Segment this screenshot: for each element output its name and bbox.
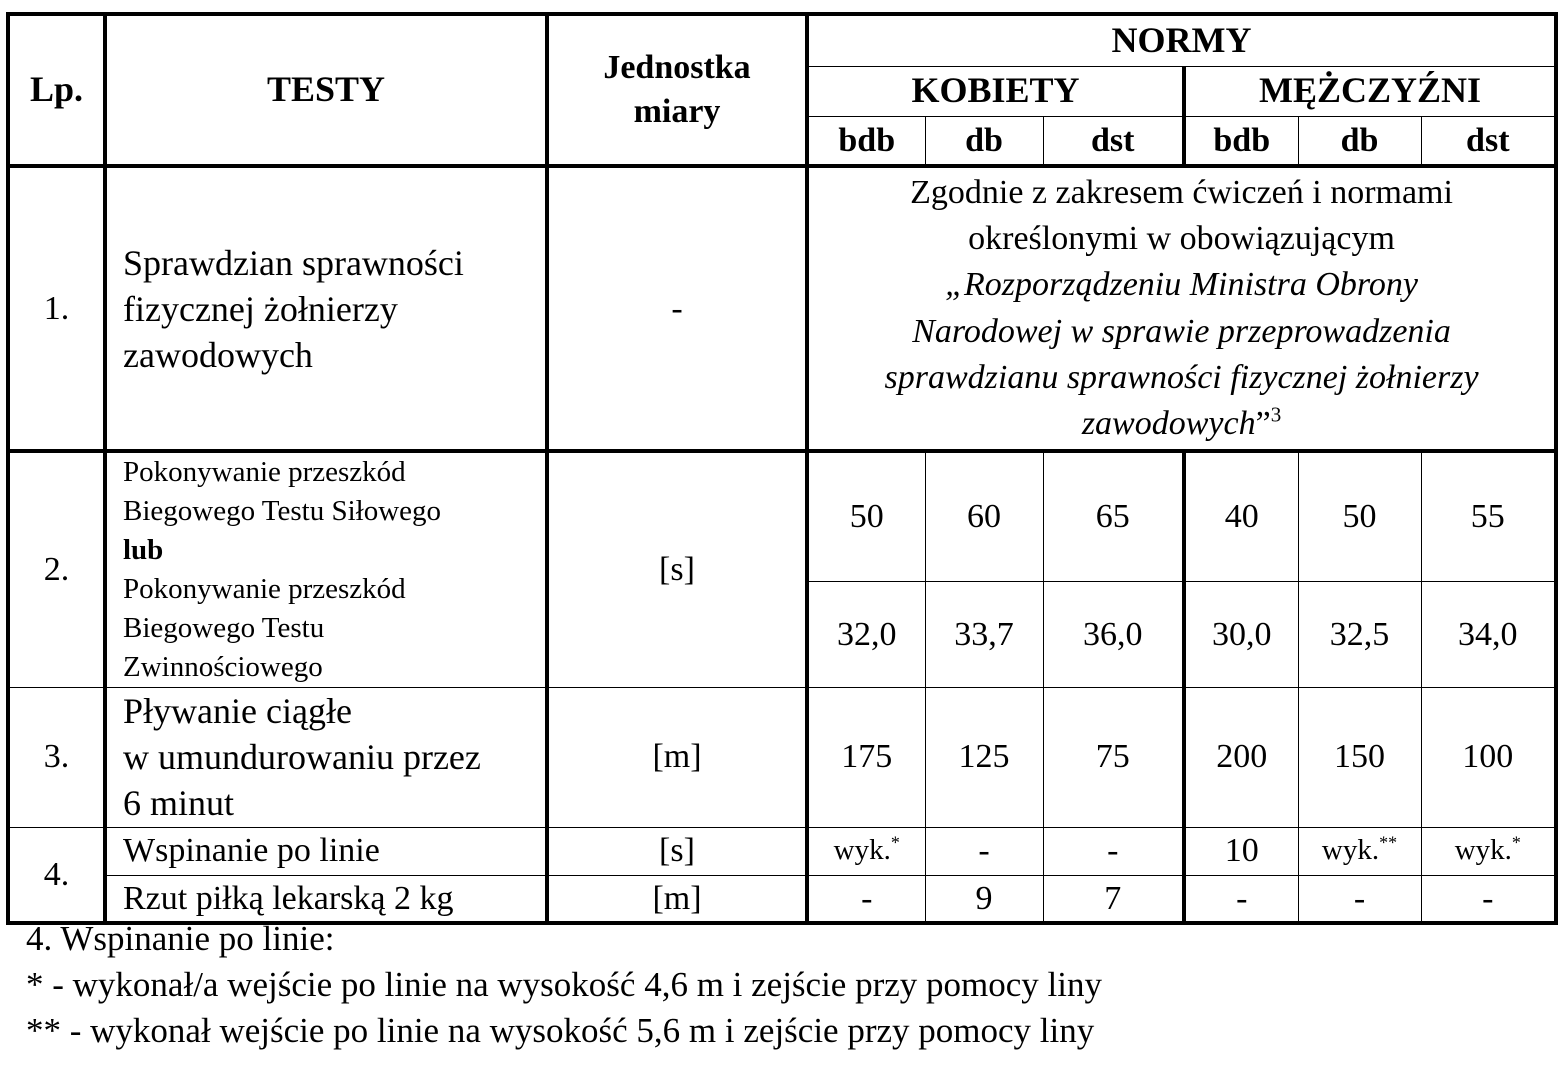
row2a-men-db: 50 (1298, 451, 1421, 581)
row2b-men-bdb: 30,0 (1184, 581, 1298, 687)
row4b-test: Rzut piłką lekarską 2 kg (105, 875, 547, 923)
row2-lp: 2. (8, 451, 105, 687)
row4b-men-db: - (1298, 875, 1421, 923)
row3-test-line3: 6 minut (123, 783, 235, 824)
header-tests: TESTY (105, 14, 547, 166)
row2b-women-bdb: 32,0 (807, 581, 925, 687)
row4b-women-bdb: - (807, 875, 925, 923)
row1-desc-line2: określonymi w obowiązującym (968, 220, 1395, 258)
header-men: MĘŻCZYŹNI (1184, 66, 1556, 116)
header-norms: NORMY (807, 14, 1556, 66)
row1-desc-footnote-ref: 3 (1270, 402, 1282, 427)
row2b-women-db: 33,7 (925, 581, 1043, 687)
row2a-men-bdb: 40 (1184, 451, 1298, 581)
row4a-men-dst (1421, 827, 1556, 875)
row1-desc-line1: Zgodnie z zakresem ćwiczeń i normami (910, 174, 1453, 211)
row2b-men-db: 32,5 (1298, 581, 1421, 687)
row2-test-a1: Pokonywanie przeszkód (123, 456, 406, 489)
row1-test-line3: zawodowych (123, 334, 313, 375)
row4b-women-db: 9 (925, 875, 1043, 923)
row2b-men-dst: 34,0 (1421, 581, 1556, 687)
row2-test-b3: Zwinnościowego (123, 650, 323, 683)
row3-women-dst: 75 (1043, 687, 1184, 827)
footnote-single-star: * - wykonał/a wejście po linie na wysokość 4,6 m i zejście przy pomocy liny (26, 965, 1102, 1004)
row3-test-line1: Pływanie ciągłe (123, 690, 352, 731)
row1-unit: - (547, 166, 807, 451)
row4a-women-bdb (807, 827, 925, 875)
row2-test-b2: Biegowego Testu (123, 611, 325, 644)
row2-test-b1: Pokonywanie przeszkód (123, 572, 406, 605)
row3-women-bdb: 175 (807, 687, 925, 827)
header-unit-line1: Jednostka (603, 49, 751, 87)
row2-test-a2: Biegowego Testu Siłowego (123, 495, 442, 528)
row3-lp: 3. (8, 687, 105, 827)
row1-desc-quote: ” (1255, 405, 1271, 443)
row4-lp: 4. (8, 827, 105, 923)
header-unit-line2: miary (633, 93, 721, 130)
header-lp: Lp. (8, 14, 105, 166)
row4b-men-bdb: - (1184, 875, 1298, 923)
level-women-bdb: bdb (807, 116, 925, 166)
level-women-db: db (925, 116, 1043, 166)
footnote-double-star: ** - wykonał wejście po linie na wysokość 5,6 m i zejście przy pomocy liny (26, 1011, 1095, 1050)
row2-test-or: lub (123, 534, 164, 567)
row1-desc-line6: zawodowych (1081, 405, 1256, 443)
header-women: KOBIETY (807, 66, 1184, 116)
level-men-dst: dst (1421, 116, 1556, 166)
row2a-women-dst: 65 (1043, 451, 1184, 581)
row1-desc-line5: sprawdzianu sprawności fizycznej żołnierzy (884, 358, 1479, 396)
row4a-men-db-text: wyk. (1321, 834, 1380, 867)
row4a-women-db: - (925, 827, 1043, 875)
row2-test (105, 451, 547, 687)
row3-men-bdb: 200 (1184, 687, 1298, 827)
row3-test (105, 687, 547, 827)
row4b-women-dst: 7 (1043, 875, 1184, 923)
row1-test (105, 166, 547, 451)
row2a-women-bdb: 50 (807, 451, 925, 581)
row4a-unit: [s] (547, 827, 807, 875)
row3-women-db: 125 (925, 687, 1043, 827)
level-men-bdb: bdb (1184, 116, 1298, 166)
row4a-men-db (1298, 827, 1421, 875)
row4a-women-bdb-text: wyk. (833, 834, 891, 867)
row1-test-line2: fizycznej żołnierzy (123, 288, 398, 329)
row4b-men-dst: - (1421, 875, 1556, 923)
row4a-men-dst-text: wyk. (1454, 834, 1512, 867)
row1-desc-line3: „Rozporządzeniu Ministra Obrony (945, 266, 1418, 304)
norms-table (6, 12, 1558, 925)
header-unit (547, 14, 807, 166)
footnote-heading: 4. Wspinanie po linie: (26, 919, 335, 958)
level-men-db: db (1298, 116, 1421, 166)
level-women-dst: dst (1043, 116, 1184, 166)
row4a-women-dst: - (1043, 827, 1184, 875)
row1-description (807, 166, 1556, 451)
row1-test-line1: Sprawdzian sprawności (123, 242, 464, 283)
row4a-men-db-sup: ** (1379, 832, 1398, 853)
row2b-women-dst: 36,0 (1043, 581, 1184, 687)
row2a-men-dst: 55 (1421, 451, 1556, 581)
row4a-test: Wspinanie po linie (105, 827, 547, 875)
row4a-men-bdb: 10 (1184, 827, 1298, 875)
row3-test-line2: w umundurowaniu przez (123, 737, 481, 778)
row1-lp: 1. (8, 166, 105, 451)
row1-desc-line4: Narodowej w sprawie przeprowadzenia (912, 312, 1451, 350)
footnotes (26, 916, 1546, 1054)
row3-men-dst: 100 (1421, 687, 1556, 827)
row4a-women-bdb-sup: * (890, 832, 900, 853)
row4b-unit: [m] (547, 875, 807, 923)
row2-unit: [s] (547, 451, 807, 687)
row2a-women-db: 60 (925, 451, 1043, 581)
row4a-men-dst-sup: * (1511, 832, 1521, 853)
row3-unit: [m] (547, 687, 807, 827)
row3-men-db: 150 (1298, 687, 1421, 827)
